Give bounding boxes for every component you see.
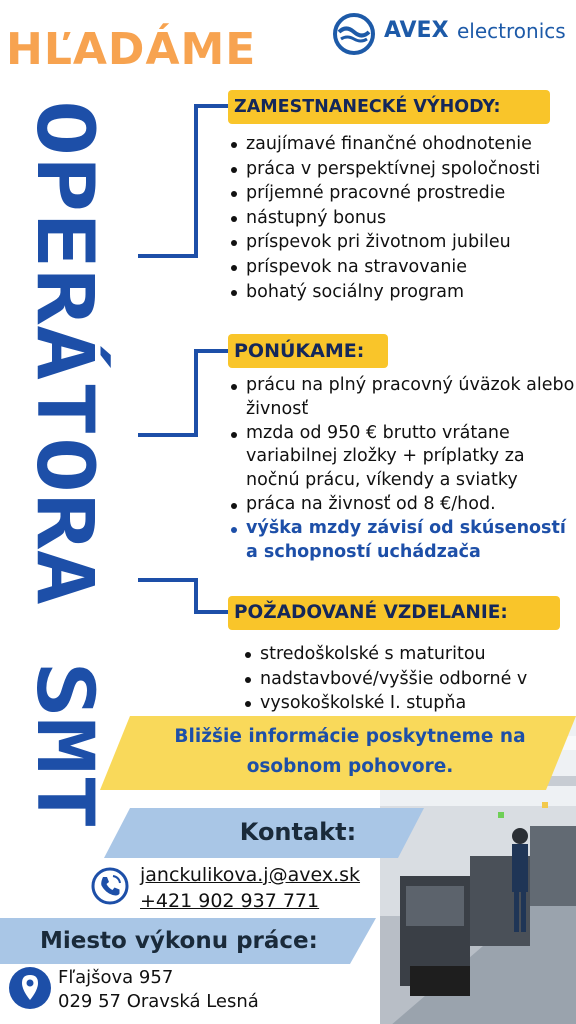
list-item: príjemné pracovné prostredie bbox=[230, 181, 540, 206]
list-item: zaujímavé finančné ohodnotenie bbox=[230, 132, 540, 157]
list-item: vysokoškolské I. stupňa bbox=[244, 691, 527, 716]
phone-icon bbox=[90, 866, 130, 906]
offer-list bbox=[230, 374, 576, 564]
list-item: nástupný bonus bbox=[230, 206, 540, 231]
salary-highlight: výška mzdy závisí od skúseností a schopností uchádzača bbox=[230, 517, 576, 565]
workplace-title: Miesto výkonu práce: bbox=[40, 928, 318, 954]
list-item: mzda od 950 € brutto vrátane variabilnej zložky + príplatky za nočnú prácu, víkendy a sviatky bbox=[230, 422, 576, 493]
contact-phone-link[interactable]: +421 902 937 771 bbox=[140, 890, 320, 912]
list-item: príspevok na stravovanie bbox=[230, 255, 540, 280]
benefits-list bbox=[230, 132, 540, 304]
list-item: prácu na plný pracovný úväzok alebo živnosť bbox=[230, 374, 576, 422]
address-street: Fľajšova 957 bbox=[58, 967, 174, 988]
contact-title: Kontakt: bbox=[239, 818, 357, 846]
list-item: práca v perspektívnej spoločnosti bbox=[230, 157, 540, 182]
education-heading: POŽADOVANÉ VZDELANIE: bbox=[228, 596, 560, 630]
contact-email-link[interactable]: janckulikova.j@avex.sk bbox=[140, 864, 361, 886]
company-logo bbox=[330, 10, 576, 58]
avex-circle-logo-icon bbox=[332, 12, 376, 56]
list-item: práca na živnosť od 8 €/hod. bbox=[230, 493, 576, 517]
list-item: bohatý sociálny program bbox=[230, 280, 540, 305]
list-item: stredoškolské s maturitou bbox=[244, 642, 527, 667]
location-pin-icon bbox=[8, 966, 52, 1010]
interview-info: Bližšie informácie poskytneme na osobnom pohovore. bbox=[174, 726, 526, 777]
list-item: nadstavbové/vyššie odborné v bbox=[244, 667, 527, 692]
headline: HĽADÁME bbox=[6, 24, 257, 75]
logo-brand-text: AVEX bbox=[384, 18, 449, 43]
address-city: 029 57 Oravská Lesná bbox=[58, 991, 259, 1012]
offer-heading: PONÚKAME: bbox=[228, 334, 388, 368]
list-item: príspevok pri životnom jubileu bbox=[230, 230, 540, 255]
education-list bbox=[244, 642, 527, 716]
logo-suffix-text: electronics bbox=[457, 19, 566, 43]
position-title-text: OPERÁTORA SMT bbox=[20, 100, 109, 711]
benefits-heading: ZAMESTNANECKÉ VÝHODY: bbox=[228, 90, 550, 124]
